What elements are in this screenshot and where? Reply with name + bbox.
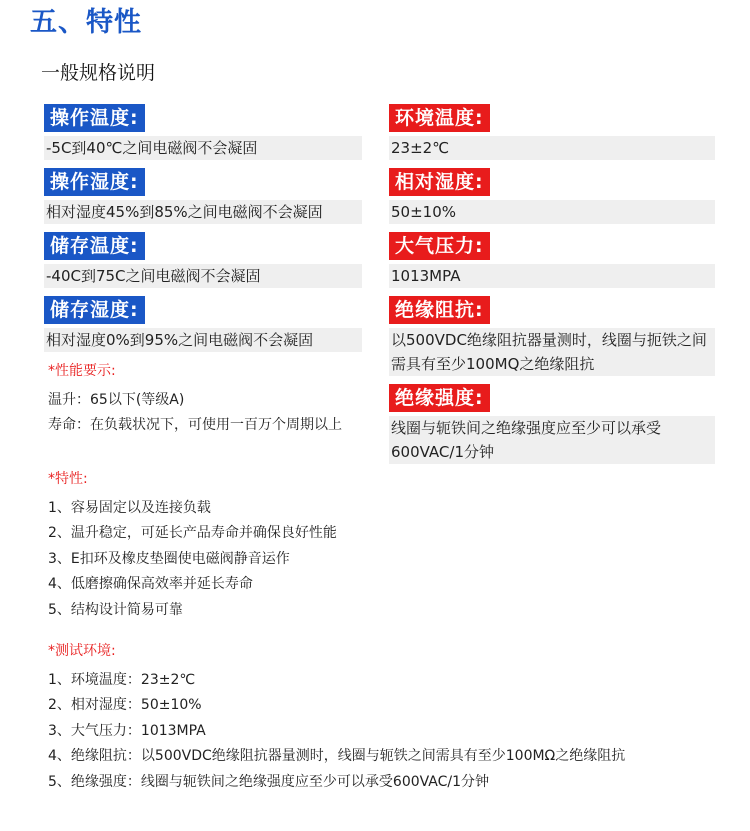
spec-label: 绝缘阻抗:: [389, 296, 490, 324]
spec-label: 操作湿度:: [44, 168, 145, 196]
spec-label: 大气压力:: [389, 232, 490, 260]
spec-label: 储存湿度:: [44, 296, 145, 324]
spec-insulation-resistance: [389, 296, 709, 376]
right-spec-column: [389, 104, 709, 472]
spec-label: 操作温度:: [44, 104, 145, 132]
performance-line: 温升：65以下(等级A): [48, 392, 185, 408]
spec-value: 1013MPA: [389, 264, 715, 288]
list-item: 5、绝缘强度：线圈与轭铁间之绝缘强度应至少可以承受600VAC/1分钟: [48, 773, 490, 790]
spec-value: 23±2℃: [389, 136, 715, 160]
spec-label: 绝缘强度:: [389, 384, 490, 412]
performance-title: *性能要示:: [48, 363, 116, 379]
features-title: *特性:: [48, 471, 88, 487]
list-item: 4、低磨擦确保高效率并延长寿命: [48, 576, 253, 593]
left-spec-column: [44, 104, 364, 360]
list-item: 1、容易固定以及连接负载: [48, 500, 211, 516]
list-item: 3、E扣环及橡皮垫圈使电磁阀静音运作: [48, 550, 290, 567]
spec-value: -5C到40℃之间电磁阀不会凝固: [44, 136, 362, 160]
spec-operating-temperature: [44, 104, 364, 160]
list-item: 1、环境温度：23±2℃: [48, 672, 196, 688]
features-section: [48, 468, 337, 623]
test-environment-title: *测试环境:: [48, 643, 116, 659]
spec-storage-humidity: [44, 296, 364, 352]
spec-value: -40C到75C之间电磁阀不会凝固: [44, 264, 362, 288]
list-item: 5、结构设计简易可靠: [48, 601, 183, 618]
spec-ambient-temperature: [389, 104, 709, 160]
list-item: 2、温升稳定，可延长产品寿命并确保良好性能: [48, 525, 337, 542]
page-subtitle: 一般规格说明: [41, 62, 156, 84]
spec-value: 相对湿度45%到85%之间电磁阀不会凝固: [44, 200, 362, 224]
spec-value: 线圈与轭铁间之绝缘强度应至少可以承受600VAC/1分钟: [389, 416, 715, 464]
list-item: 4、绝缘阻抗：以500VDC绝缘阻抗器量测时，线圈与轭铁之间需具有至少100MΩ之绝缘阻抗: [48, 748, 626, 765]
spec-label: 环境温度:: [389, 104, 490, 132]
spec-value: 相对湿度0%到95%之间电磁阀不会凝固: [44, 328, 362, 352]
spec-relative-humidity: [389, 168, 709, 224]
test-environment-section: [48, 640, 625, 795]
spec-value: 50±10%: [389, 200, 715, 224]
spec-storage-temperature: [44, 232, 364, 288]
spec-value: 以500VDC绝缘阻抗器量测时，线圈与扼铁之间需具有至少100MQ之绝缘阻抗: [389, 328, 715, 376]
performance-line: 寿命：在负载状况下，可使用一百万个周期以上: [48, 417, 342, 433]
section-title: 五、特性: [30, 7, 142, 38]
spec-atmospheric-pressure: [389, 232, 709, 288]
spec-insulation-strength: [389, 384, 709, 464]
spec-label: 储存温度:: [44, 232, 145, 260]
list-item: 2、相对湿度：50±10%: [48, 697, 202, 714]
spec-operating-humidity: [44, 168, 364, 224]
spec-label: 相对湿度:: [389, 168, 490, 196]
list-item: 3、大气压力：1013MPA: [48, 722, 206, 739]
performance-notes: [48, 360, 368, 438]
